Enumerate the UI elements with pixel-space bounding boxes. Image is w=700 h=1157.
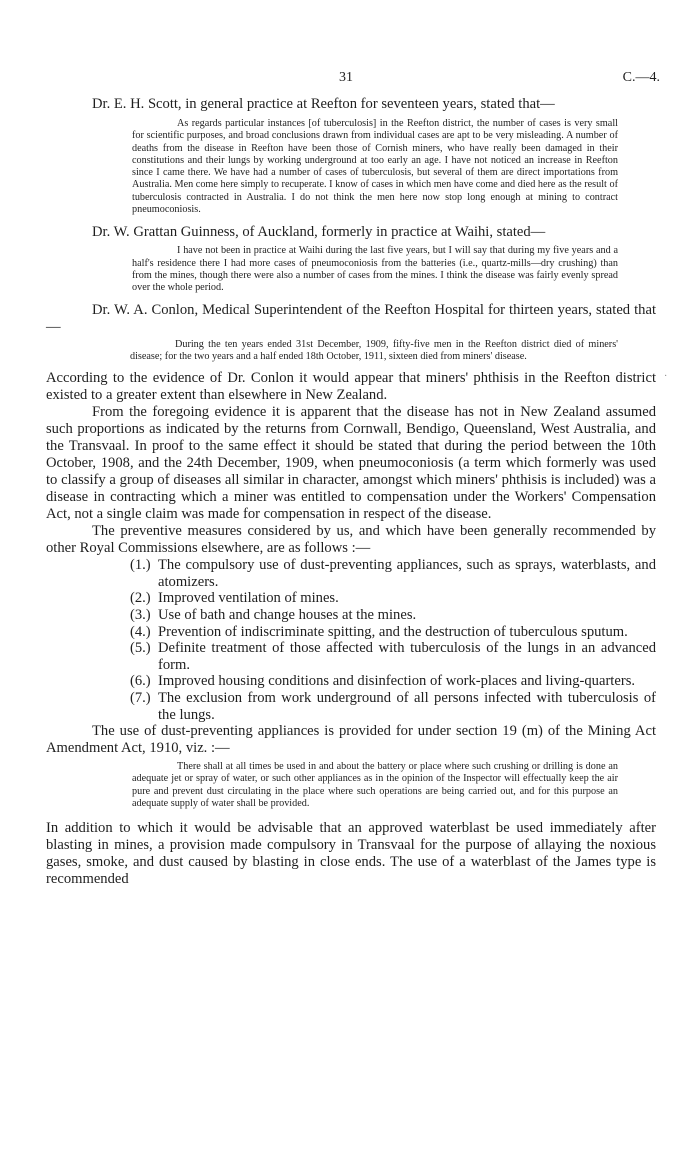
list-item-text: Prevention of indiscriminate spitting, and the destruction of tuberculous sputum. (158, 623, 628, 640)
list-item (46, 557, 656, 590)
paragraph-waterblast: In addition to which it would be advisable that an approved waterblast be used immediately after blasting in mines, a provision made compulsory in Transvaal for the purpose of allaying the noxious gases, smoke, and dust caused by blasting in close ends. The use of a waterblast of the James type is recommended (46, 820, 656, 888)
quote-scott: As regards particular instances [of tuberculosis] in the Reefton district, the number of cases is very small for scientific purposes, and broad conclusions drawn from individual cases are apt to be very misleading. A number of deaths from the disease in Reefton have been those of Cornish miners, who have really been damaged in their constitutions and their lungs by working underground at too early an age. I have not noticed an increase in Reefton since I came there. We have had a number of cases of tuberculosis, but several of them are direct importations from Australia. Men come here simply to recuperate. I know of cases in which men have come and died here as the result of tuberculosis contracted in Australia. I do not think the men here now stop long enough at mining to contract pneumoconiosis. (132, 118, 618, 216)
list-item-text: The compulsory use of dust-preventing appliances, such as sprays, waterblasts, and atomizers. (158, 557, 656, 590)
list-item-text: Use of bath and change houses at the mines. (158, 606, 417, 623)
list-item (46, 607, 656, 624)
paragraph-preventive-measures: The preventive measures considered by us, and which have been generally recommended by other Royal Commissions elsewhere, are as follows :— (46, 523, 656, 557)
quote-conlon: During the ten years ended 31st December, 1909, fifty-five men in the Reefton district died of miners' disease; for the two years and a half ended 18th October, 1911, sixteen died from miners' disease. (130, 338, 618, 362)
paragraph-conlon-intro: Dr. W. A. Conlon, Medical Superintendent of the Reefton Hospital for thirteen years, stated that— (46, 301, 656, 335)
page-number: 31 (339, 70, 353, 85)
list-item-number: (6.) (130, 673, 151, 690)
list-item-number: (1.) (130, 557, 151, 574)
list-item-text: The exclusion from work underground of all persons infected with tuberculosis of the lungs. (158, 689, 656, 723)
document-body (46, 96, 656, 888)
list-item (46, 690, 656, 723)
paragraph-guinness-intro: Dr. W. Grattan Guinness, of Auckland, formerly in practice at Waihi, stated— (92, 224, 546, 241)
list-item-number: (3.) (130, 606, 151, 623)
list-item-number: (5.) (130, 640, 151, 657)
list-item (46, 624, 656, 641)
list-item-text: Improved ventilation of mines. (158, 590, 339, 607)
list-item-number: (4.) (130, 623, 151, 640)
margin-mark: · (664, 371, 668, 382)
list-item (46, 590, 656, 607)
paragraph-conlon-conclusion: According to the evidence of Dr. Conlon it would appear that miners' phthisis in the Reefton district existed to a greater extent than elsewhere in New Zealand. (46, 370, 656, 404)
document-reference: C.—4. (622, 70, 660, 85)
list-item-number: (7.) (130, 689, 151, 706)
paragraph-foregoing-evidence: From the foregoing evidence it is apparent that the disease has not in New Zealand assumed such proportions as indicated by the returns from Cornwall, Bendigo, Queensland, West Australia, and the Transvaal. In proof to the same effect it should be stated that during the period between the 10th October, 1908, and the 24th December, 1909, when pneumoconiosis (a term which formerly was used to classify a group of diseases all similar in character, amongst which miners' phthisis is included) was a disease in contracting which a miner was entitled to compensation under the Workers' Compensation Act, not a single claim was made for compensation in respect of the disease. (46, 404, 656, 523)
quote-mining-act-section: There shall at all times be used in and about the battery or place where such crushing or drilling is done an adequate jet or spray of water, or such other appliances as in the opinion of the Inspector will effectually keep the air pure and prevent dust circulating in the place where such operations are being carried out, and for this purpose an adequate supply of water shall be provided. (132, 761, 618, 809)
list-item-text: Definite treatment of those affected with tuberculosis of the lungs in an advanced form. (158, 640, 656, 673)
list-item-number: (2.) (130, 590, 151, 607)
paragraph-mining-act: The use of dust-preventing appliances is provided for under section 19 (m) of the Mining Act Amendment Act, 1910, viz. :— (46, 723, 656, 757)
paragraph-scott-intro: Dr. E. H. Scott, in general practice at Reefton for seventeen years, stated that— (92, 96, 555, 112)
preventive-measures-list (46, 557, 656, 723)
page-header (0, 70, 700, 90)
list-item-text: Improved housing conditions and disinfection of work-places and living-quarters. (158, 673, 636, 690)
quote-guinness: I have not been in practice at Waihi during the last five years, but I will say that during my five years and a half's residence there I had more cases of pneumoconiosis from the batteries (i.e., quartz-mills—dry crushing) than from the mines, though there were also a number of cases from the mines. I think the disease was fairly evenly spread over the whole period. (132, 245, 618, 294)
list-item (46, 640, 656, 673)
list-item (46, 673, 656, 690)
